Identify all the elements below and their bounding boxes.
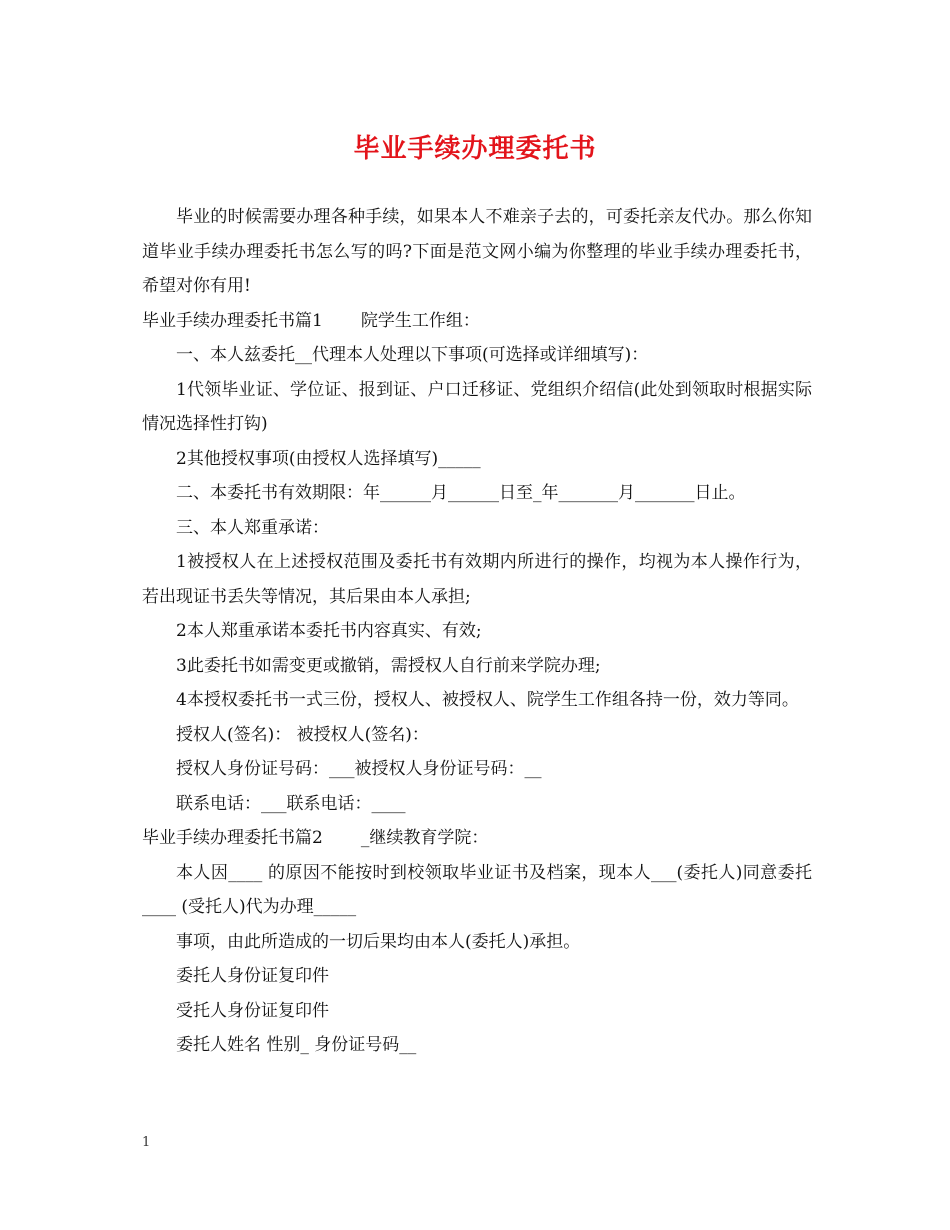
page-number: 1 [142, 1135, 151, 1150]
id-number-line: 授权人身份证号码：___被授权人身份证号码：__ [176, 759, 542, 779]
paragraph: 3此委托书如需变更或撤销，需授权人自行前来学院办理; [176, 655, 601, 676]
paragraph: 一、本人兹委托__代理本人处理以下事项(可选择或详细填写)： [176, 345, 649, 365]
paragraph: 三、本人郑重承诺： [176, 517, 329, 538]
section1-heading-line [142, 304, 812, 339]
section1-addressee: 院学生工作组： [360, 310, 480, 331]
intro-paragraph: 毕业的时候需要办理各种手续，如果本人不难亲子去的，可委托亲友代办。那么你知道毕业手续办理委托书怎么写的吗?下面是范文网小编为你整理的毕业手续办理委托书，希望对你有用! [142, 207, 812, 296]
paragraph: 4本授权委托书一式三份，授权人、被授权人、院学生工作组各持一份，效力等同。 [176, 690, 799, 710]
paragraph: 1被授权人在上述授权范围及委托书有效期内所进行的操作，均视为本人操作行为，若出现证书丢失等情况，其后果由本人承担; [142, 552, 812, 607]
section2-addressee: _继续教育学院： [360, 828, 489, 848]
document-body [142, 200, 812, 1063]
paragraph: 二、本委托书有效期限：年______月______日至_年_______月_______日止。 [176, 483, 746, 503]
paragraph: 本人因____ 的原因不能按时到校领取毕业证书及档案，现本人___(委托人)同意委托____ (受托人)代为办理_____ [142, 862, 812, 917]
section2-heading: 毕业手续办理委托书篇2 [142, 828, 323, 848]
paragraph: 事项，由此所造成的一切后果均由本人(委托人)承担。 [176, 931, 581, 952]
paragraph: 1代领毕业证、学位证、报到证、户口迁移证、党组织介绍信(此处到领取时根据实际情况选择性打钩) [142, 379, 812, 434]
paragraph: 委托人姓名 性别_ 身份证号码__ [176, 1035, 417, 1055]
phone-line: 联系电话：___联系电话：____ [176, 793, 406, 814]
paragraph: 2其他授权事项(由授权人选择填写)_____ [176, 448, 481, 469]
section1-heading: 毕业手续办理委托书篇1 [142, 310, 323, 331]
paragraph: 委托人身份证复印件 [176, 966, 329, 986]
paragraph: 2本人郑重承诺本委托书内容真实、有效; [176, 621, 482, 641]
document-title: 毕业手续办理委托书 [353, 134, 597, 164]
paragraph: 受托人身份证复印件 [176, 1000, 329, 1021]
signature-line: 授权人(签名)： 被授权人(签名)： [176, 724, 429, 745]
section2-heading-line [142, 821, 812, 856]
